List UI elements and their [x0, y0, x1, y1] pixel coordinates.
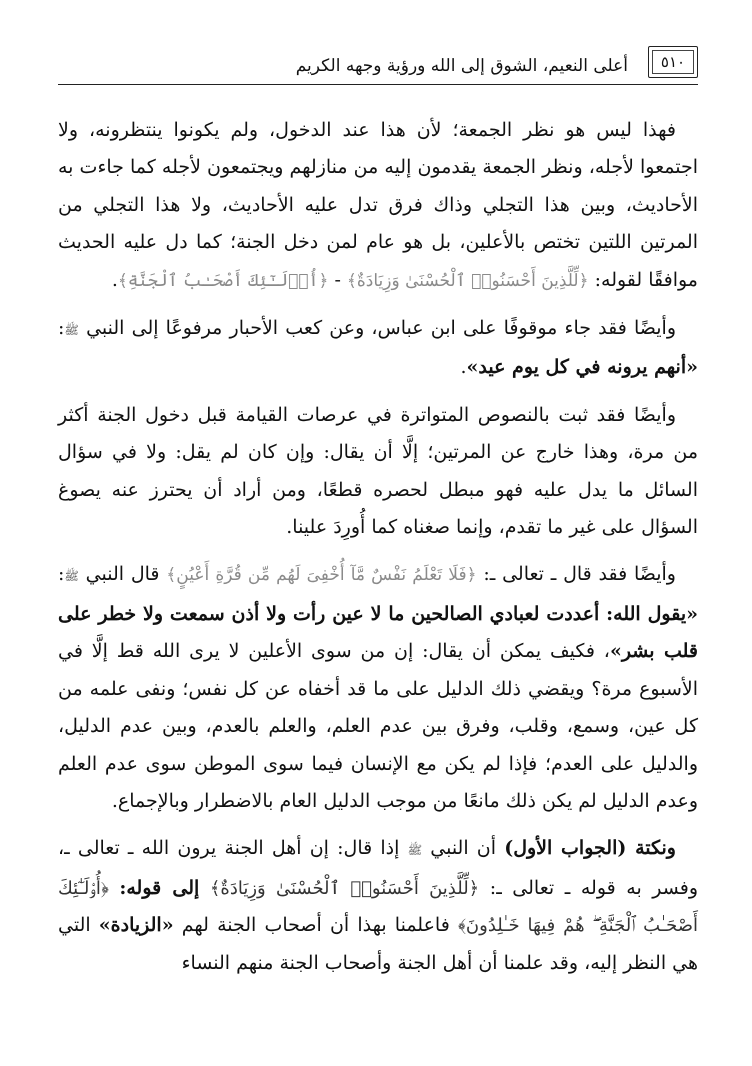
salutation-glyph: ﷺ [64, 323, 79, 338]
text-run: . [460, 356, 467, 379]
bold-text: «الزيادة» [98, 914, 174, 937]
text-run: : [58, 563, 65, 586]
text-run [109, 877, 120, 899]
text-run [199, 877, 210, 899]
text-run: وأيضًا فقد جاء موقوفًا على ابن عباس، وعن كعب الأحبار مرفوعًا إلى النبي [78, 317, 676, 340]
paragraph [58, 556, 698, 820]
salutation-glyph: ﷺ [407, 843, 423, 858]
quran-verse: ﴿لِّلَّذِينَ أَحْسَنُوا۟ ٱلْحُسْنَىٰ وَزِيَادَةٌ﴾ [346, 270, 589, 291]
text-run: ، فكيف يمكن أن يقال: إن من سوى الأعلين لا يرى الله قط إلَّا في الأسبوع مرة؟ ويقضي ذلك الدليل على ما قد أخفاه عن كل نفس؛ ونفى علمه من كل عين، وسمع، وقلب، وفرق بين عدم العلم، والعلم بالعدم، وبين عدم الدليل، والدليل على العدم؛ فإذا لم يكن مع الإنسان فيما سوى الموطن سوى عدم العلم وعدم الدليل لم يكن ذلك مانعًا من موجب الدليل العام بالاضطرار وبالإجماع. [58, 640, 698, 812]
text-run: وأيضًا فقد قال ـ تعالى ـ: [476, 563, 676, 586]
running-title: أعلى النعيم، الشوق إلى الله ورؤية وجهه الكريم [295, 56, 628, 76]
paragraph [58, 397, 698, 547]
paragraph [58, 112, 698, 300]
page-number-frame [648, 46, 698, 78]
text-run: . [111, 268, 118, 291]
bold-text: «أنهم يرونه في كل يوم عيد» [466, 356, 698, 379]
paragraph [58, 310, 698, 387]
text-run: أن النبي [422, 837, 505, 860]
text-run: التي هي النظر إليه، وقد علمنا أن أهل الجنة وأصحاب الجنة منهم النساء [58, 914, 698, 974]
bold-text: إلى قوله: [119, 876, 200, 899]
bold-text: «يقول الله: أعددت لعبادي الصالحين ما لا عين رأت ولا أذن سمعت ولا خطر على قلب بشر» [58, 602, 698, 663]
main-text [58, 112, 698, 982]
text-run: فهذا ليس هو نظر الجمعة؛ لأن هذا عند الدخول، ولم يكونوا ينتظرونه، ولا اجتمعوا لأجله، ونظر الجمعة يقدمون إليه من منازلهم ويجتمعون لأجله كما جاءت به الأحاديث، وبين هذا التجلي وذاك فرق تدل عليه الأحاديث، ولا هذا التجلي من المرتين اللتين تختص بالأعلين، بل هو عام لمن دخل الجنة؛ كما دل عليه الحديث موافقًا لقوله: [58, 119, 698, 291]
text-run: وأيضًا فقد ثبت بالنصوص المتواترة في عرصات القيامة قبل دخول الجنة أكثر من مرة، وهذا خارج عن المرتين؛ إلَّا أن يقال: وإن كان لم يقل: ولا في سؤال السائل ما يدل عليه فهو مبطل لحصره قطعًا، ومن أراد أن يحترز عنه يصوغ السؤال على غير ما تقدم، وإنما صغناه كما أُورِدَ علينا. [58, 403, 699, 539]
page-number: ٥١٠ [660, 53, 686, 71]
bold-text: (الجواب الأول) [504, 837, 627, 860]
text-run: : [58, 317, 65, 340]
quran-verse: ﴿أُو۟لَـٰٓئِكَ أَصْحَـٰبُ ٱلْجَنَّةِ ۖ هُمْ فِيهَا خَـٰلِدُونَ﴾ [58, 877, 699, 937]
running-header [58, 40, 698, 90]
text-run: - [328, 268, 347, 291]
text-run: إذا قال: إن أهل الجنة يرون الله ـ تعالى ـ، وفسر به قوله ـ تعالى ـ: [58, 837, 698, 899]
header-divider [58, 84, 698, 85]
quran-verse: ﴿فَلَا تَعْلَمُ نَفْسٌ مَّآ أُخْفِىَ لَهُم مِّن قُرَّةِ أَعْيُنٍ﴾ [166, 565, 477, 586]
salutation-glyph: ﷺ [64, 569, 79, 584]
text-run: فاعلمنا بهذا أن أصحاب الجنة لهم [173, 914, 458, 937]
quran-verse: ﴿لِّلَّذِينَ أَحْسَنُوا۟ ٱلْحُسْنَىٰ وَزِيَادَةٌ﴾ [209, 877, 480, 899]
quran-verse: ﴿أُو۟لَـٰٓئِكَ أَصْحَـٰبُ ٱلْجَنَّةِ﴾ [117, 270, 329, 291]
paragraph [58, 830, 698, 982]
text-run: قال النبي [78, 563, 167, 586]
bold-text: ونكتة [626, 837, 676, 860]
